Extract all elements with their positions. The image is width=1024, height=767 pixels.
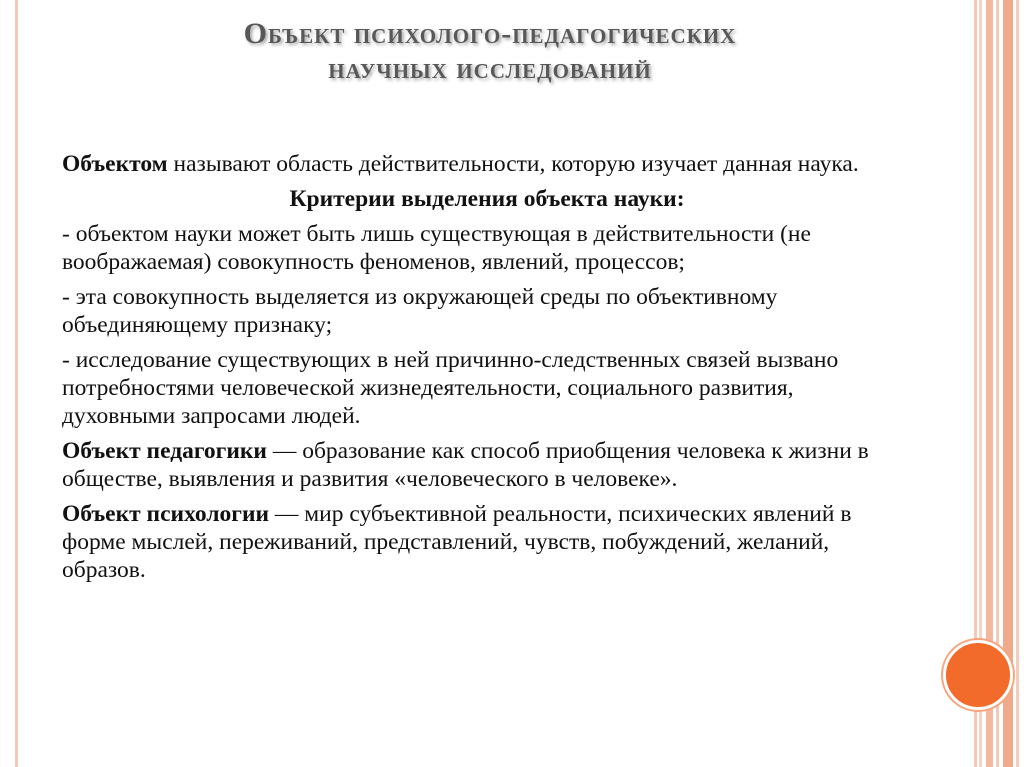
criterion-3: - исследование существующих в ней причинно-следственных связей вызвано потребностями человеческой жизнедеятельности, социального развития, духовными запросами людей. <box>62 347 839 429</box>
definition-text: называют область действительности, которую изучает данная наука. <box>167 151 859 177</box>
title-line-1: Объект психолого-педагогических <box>243 17 737 50</box>
slide-title <box>60 16 920 87</box>
title-line-2: научных исследований <box>328 52 652 86</box>
psychology-term: Объект психологии <box>62 501 270 527</box>
slide-body <box>62 150 912 591</box>
definition-term: Объектом <box>62 151 168 177</box>
psychology-paragraph <box>62 500 912 584</box>
pedagogy-paragraph <box>62 437 912 493</box>
criteria-heading: Критерии выделения объекта науки: <box>289 186 685 212</box>
pedagogy-term: Объект педагогики <box>62 438 267 464</box>
definition-paragraph <box>62 150 912 178</box>
decor-circle <box>943 640 1013 710</box>
psychology-text: — мир субъективной реальности, психических явлений в форме мыслей, переживаний, представлений, чувств, побуждений, желаний, образов. <box>62 501 852 583</box>
criterion-1: - объектом науки может быть лишь существующая в действительности (не воображаемая) совокупность феноменов, явлений, процессов; <box>62 221 811 275</box>
decor-stripe <box>1016 0 1019 767</box>
criterion-2: - эта совокупность выделяется из окружающей среды по объективному объединяющему признаку; <box>62 284 778 338</box>
pedagogy-text: — образование как способ приобщения человека к жизни в обществе, выявления и развития «человеческого в человеке». <box>62 438 869 492</box>
